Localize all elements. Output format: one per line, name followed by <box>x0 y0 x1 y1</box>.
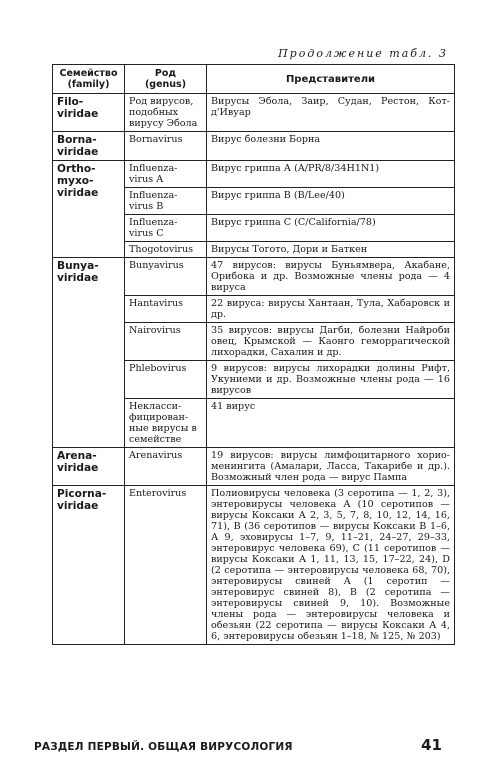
genus-cell: Bornavirus <box>125 132 207 161</box>
representatives-cell: Вирус гриппа А (A/PR/8/34H1N1) <box>207 161 455 188</box>
genus-cell: Bunyavirus <box>125 258 207 296</box>
representatives-cell: 22 вируса: вирусы Хантаан, Тула, Хабаровск и др. <box>207 296 455 323</box>
section-footer: РАЗДЕЛ ПЕРВЫЙ. ОБЩАЯ ВИРУСОЛОГИЯ <box>34 741 293 753</box>
representatives-cell: 47 вирусов: вирусы Буньямвера, Акабане, Орибока и др. Возможные члены рода — 4 вируса <box>207 258 455 296</box>
family-cell: Picorna- viridae <box>53 486 125 645</box>
table-continuation-caption: Продолжение табл. 3 <box>278 47 448 60</box>
genus-cell: Influenza- virus A <box>125 161 207 188</box>
representatives-cell: 35 вирусов: вирусы Дагби, болезни Найроби овец, Крымской — Кaонго геморрагической лихорадки, Сахалин и др. <box>207 323 455 361</box>
table-row <box>53 486 455 645</box>
header-genus: Род (genus) <box>125 65 207 94</box>
family-cell: Arena- viridae <box>53 448 125 486</box>
family-cell: Ortho- myxo- viridae <box>53 161 125 258</box>
table-row <box>53 258 455 296</box>
representatives-cell: 41 вирус <box>207 399 455 448</box>
table-row <box>53 161 455 188</box>
genus-cell: Arenavirus <box>125 448 207 486</box>
genus-cell: Thogotovirus <box>125 242 207 258</box>
genus-cell: Hantavirus <box>125 296 207 323</box>
page-number: 41 <box>421 736 442 754</box>
genus-cell: Phlebovirus <box>125 361 207 399</box>
representatives-cell: 9 вирусов: вирусы лихорадки долины Рифт, Укуниеми и др. Возможные члены рода — 16 вирусов <box>207 361 455 399</box>
representatives-cell: 19 вирусов: вирусы лимфоцитарного хорио-менингита (Амалари, Ласса, Такарибе и др.). Возможный член рода — вирус Пампа <box>207 448 455 486</box>
genus-cell: Nairovirus <box>125 323 207 361</box>
family-cell: Filo- viridae <box>53 94 125 132</box>
representatives-cell: Вирус гриппа B (B/Lee/40) <box>207 188 455 215</box>
genus-cell: Enterovirus <box>125 486 207 645</box>
genus-cell: Influenza- virus C <box>125 215 207 242</box>
representatives-cell: Полиовирусы человека (3 серотипа — 1, 2, 3), энтеровирусы человека A (10 серотипов — вирусы Коксаки А 2, 3, 5, 7, 8, 10, 12, 14, 16, 71), В (36 серотипов — вирусы Коксаки В 1–6, А 9, эховирусы 1–7, 9, 11–21, 24–27, 29–33, энтеровирус человека 69), С (11 серотипов — вирусы Коксаки А 1, 11, 13, 15, 17–22, 24), D (2 серотипа — энтеровирусы человека 68, 70), энтеровирусы свиней А (1 серотип — энтеровирус свиней 8), В (2 серотипа — энтеровирусы свиней 9, 10). Возможные члены рода — энтеровирусы человека и обезьян (22 серотипа — вирусы Коксаки А 4, 6, энтеровирусы обезьян 1–18, № 125, № 203) <box>207 486 455 645</box>
representatives-cell: Вирус болезни Борна <box>207 132 455 161</box>
genus-cell: Influenza- virus B <box>125 188 207 215</box>
table-header-row <box>53 65 455 94</box>
table-row <box>53 448 455 486</box>
representatives-cell: Вирус гриппа C (C/California/78) <box>207 215 455 242</box>
genus-cell: Род вирусов, подобных вирусу Эбола <box>125 94 207 132</box>
header-family: Семейство (family) <box>53 65 125 94</box>
family-cell: Bunya- viridae <box>53 258 125 448</box>
family-cell: Borna- viridae <box>53 132 125 161</box>
header-representatives: Представители <box>207 65 455 94</box>
representatives-cell: Вирусы Тогото, Дори и Баткен <box>207 242 455 258</box>
representatives-cell: Вирусы Эбола, Заир, Судан, Рестон, Кот-д'Ивуар <box>207 94 455 132</box>
virus-classification-table <box>52 64 455 645</box>
table-row <box>53 94 455 132</box>
table-row <box>53 132 455 161</box>
genus-cell: Некласси- фицирован- ные вирусы в семействе <box>125 399 207 448</box>
